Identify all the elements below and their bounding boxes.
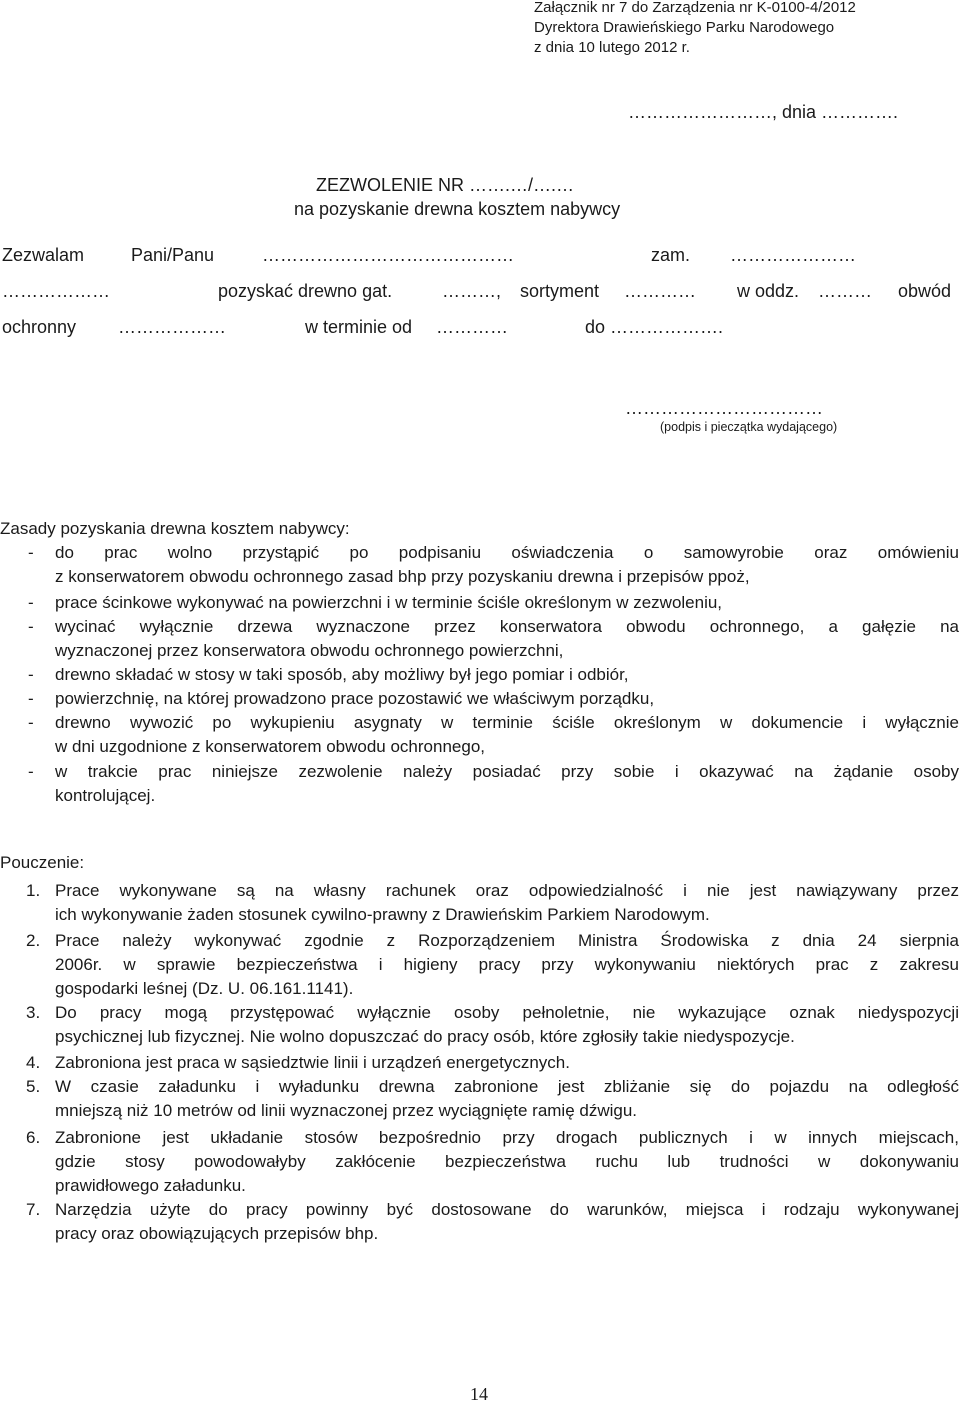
form-blank-division: ………: [818, 281, 872, 301]
instruction-line: Prace wykonywane są na własny rachunek oraz odpowiedzialność i nie jest nawiązywany przez: [55, 881, 959, 900]
rule-line: w trakcie prac niniejsze zezwolenie należy posiadać przy sobie i okazywać na żądanie osoby: [55, 762, 959, 781]
page-number: 14: [470, 1384, 488, 1404]
signature-line: ……………………………: [625, 398, 823, 418]
form-blank-district: ………………: [118, 317, 226, 337]
instruction-line: Zabroniona jest praca w sąsiedztwie linii i urządzeń energetycznych.: [55, 1053, 570, 1072]
rule-line: drewno składać w stosy w taki sposób, aby możliwy był jego pomiar i odbiór,: [55, 665, 629, 684]
instruction-number: 6.: [26, 1128, 41, 1147]
instruction-number: 3.: [26, 1003, 41, 1022]
instruction-line: Prace należy wykonywać zgodnie z Rozporządzeniem Ministra Środowiska z dnia 24 sierpnia: [55, 931, 959, 950]
instruction-number: 1.: [26, 881, 41, 900]
form-text-pani-panu: Pani/Panu: [131, 245, 215, 265]
signature-caption: (podpis i pieczątka wydającego): [660, 420, 838, 434]
rule-line: wycinać wyłącznie drzewa wyznaczone przez konserwatora obwodu ochronnego, a gałęzie na: [55, 617, 959, 636]
instruction-line: gospodarki leśnej (Dz. U. 06.161.1141).: [55, 979, 354, 998]
rule-line: powierzchnię, na której prowadzono prace pozostawić we właściwym porządku,: [55, 689, 655, 708]
form-text-zam: zam.: [651, 245, 691, 265]
rule-line: do prac wolno przystąpić po podpisaniu oświadczenia o samowyrobie oraz omówieniu: [55, 543, 959, 562]
form-text-pozyskac: pozyskać drewno gat.: [218, 281, 393, 301]
instruction-line: mniejszą niż 10 metrów od linii wyznaczonej przez wyciągnięte ramię dźwigu.: [55, 1101, 638, 1120]
permit-subtitle: na pozyskanie drewna kosztem nabywcy: [294, 199, 621, 219]
form-text-zezwalam: Zezwalam: [2, 245, 85, 265]
rule-line: z konserwatorem obwodu ochronnego zasad bhp przy pozyskaniu drewna i przepisów ppoż,: [55, 567, 750, 586]
annex-header-line-2: Dyrektora Drawieńskiego Parku Narodowego: [534, 19, 835, 36]
form-blank-assortment: …………: [624, 281, 696, 301]
form-blank-species: ………,: [442, 281, 502, 301]
rule-line: w dni uzgodnione z konserwatorem obwodu ochronnego,: [55, 737, 485, 756]
rule-line: wyznaczonej przez konserwatora obwodu ochronnego powierzchni,: [55, 641, 564, 660]
rule-dash: -: [28, 593, 34, 612]
rule-line: prace ścinkowe wykonywać na powierzchni i w terminie ściśle określonym w zezwoleniu,: [55, 593, 723, 612]
form-blank-address: …………………: [730, 245, 856, 265]
annex-header-line-1: Załącznik nr 7 do Zarządzenia nr K-0100-4/2012: [534, 0, 856, 16]
rule-dash: -: [28, 617, 34, 636]
instruction-number: 7.: [26, 1200, 41, 1219]
instruction-line: 2006r. w sprawie bezpieczeństwa i higieny pracy przy wykonywaniu niektórych prac z zakresu: [55, 955, 959, 974]
instruction-line: Do pracy mogą przystępować wyłącznie osoby pełnoletnie, nie wykazujące oznak niedyspozycji: [55, 1003, 959, 1022]
form-text-oddz: w oddz.: [737, 281, 800, 301]
instruction-line: psychicznej lub fizycznej. Nie wolno dopuszczać do pracy osób, które zgłosiły takie niedyspozycje.: [55, 1027, 795, 1046]
rule-dash: -: [28, 689, 34, 708]
form-blank-name: ……………………………………: [262, 245, 514, 265]
instruction-number: 4.: [26, 1053, 41, 1072]
instruction-line: pracy oraz obowiązujących przepisów bhp.: [55, 1224, 379, 1243]
form-text-termin-od: w terminie od: [305, 317, 413, 337]
instruction-line: Zabronione jest układanie stosów bezpośrednio przy drogach publicznych i w innych miejscach,: [55, 1128, 959, 1147]
form-text-ochronny: ochronny: [2, 317, 77, 337]
place-date-field: ……………………, dnia ………….: [628, 102, 899, 122]
annex-header-line-3: z dnia 10 lutego 2012 r.: [534, 39, 690, 56]
instruction-line: prawidłowego załadunku.: [55, 1176, 246, 1195]
rule-dash: -: [28, 713, 34, 732]
form-blank-date-from: …………: [436, 317, 508, 337]
rules-heading: Zasady pozyskania drewna kosztem nabywcy:: [0, 519, 350, 538]
form-text-sortyment: sortyment: [520, 281, 600, 301]
instruction-line: gdzie stosy powodowałyby zakłócenie bezpieczeństwa ruchu lub trudności w dokonywaniu: [55, 1152, 959, 1171]
rule-line: drewno wywozić po wykupieniu asygnaty w terminie ściśle określonym w dokumencie i wyłącznie: [55, 713, 959, 732]
instruction-number: 2.: [26, 931, 41, 950]
form-blank-address-2: ………………: [2, 281, 110, 301]
rule-line: kontrolującej.: [55, 786, 156, 805]
instruction-number: 5.: [26, 1077, 41, 1096]
permit-title: ZEZWOLENIE NR …….…/….…: [316, 175, 575, 195]
form-blank-date-to: ……………….: [610, 317, 724, 337]
rule-dash: -: [28, 762, 34, 781]
form-text-do: do: [585, 317, 606, 337]
rule-dash: -: [28, 543, 34, 562]
instruction-line: W czasie załadunku i wyładunku drewna zabronione jest zbliżanie się do pojazdu na odległość: [55, 1077, 959, 1096]
form-text-obwod: obwód: [898, 281, 952, 301]
instruction-line: Narzędzia użyte do pracy powinny być dostosowane do warunków, miejsca i rodzaju wykonywanej: [55, 1200, 959, 1219]
instruction-line: ich wykonywanie żaden stosunek cywilno-prawny z Drawieńskim Parkiem Narodowym.: [55, 905, 710, 924]
rule-dash: -: [28, 665, 34, 684]
instructions-heading: Pouczenie:: [0, 853, 85, 872]
